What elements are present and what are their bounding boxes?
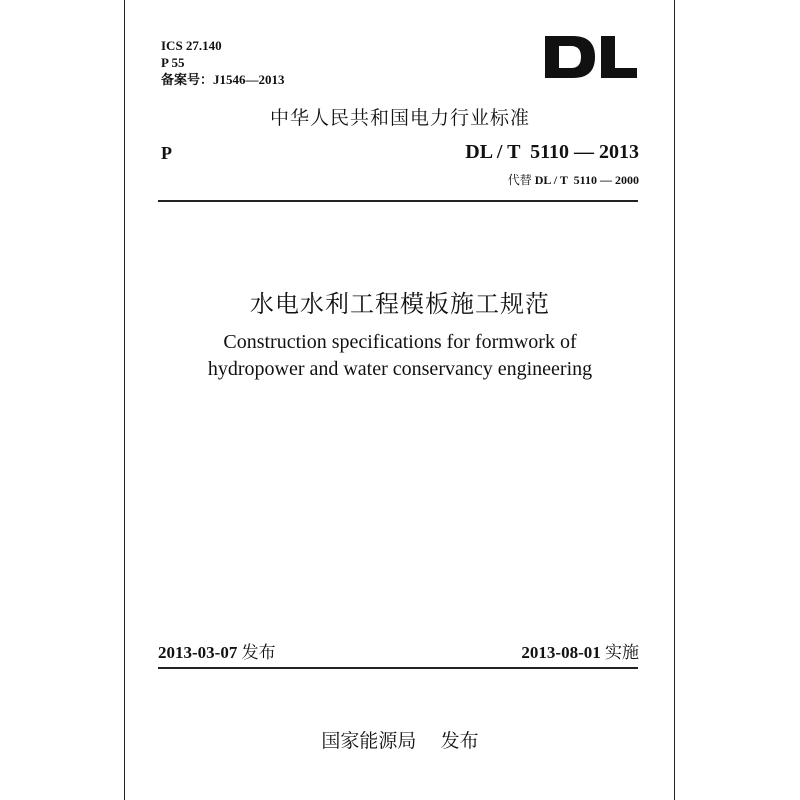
publisher-name: 国家能源局 — [321, 730, 417, 752]
effective-label: 实施 — [605, 643, 639, 663]
industry-standard-heading: 中华人民共和国电力行业标准 — [269, 107, 530, 129]
replaces-line — [508, 171, 639, 188]
standard-number: DL / T 5110 — 2013 — [465, 141, 639, 163]
bottom-divider — [158, 667, 638, 669]
title-english-line1: Construction specifications for formwork of — [223, 331, 577, 353]
title-chinese: 水电水利工程模板施工规范 — [250, 290, 550, 318]
category-code: P 55 — [161, 55, 185, 70]
issue-date-value: 2013-03-07 — [158, 643, 238, 662]
top-divider — [158, 200, 638, 202]
dl-logo-l — [601, 36, 637, 78]
publisher-line — [0, 726, 800, 753]
dl-logo-d — [545, 36, 595, 78]
issue-label: 发布 — [241, 643, 276, 663]
replaces-value: DL / T 5110 — 2000 — [531, 173, 639, 187]
classification-code: P — [161, 143, 172, 163]
effective-date — [521, 638, 639, 663]
replaces-label: 代替 — [507, 173, 532, 187]
issue-date — [158, 638, 276, 663]
publisher-action: 发布 — [440, 730, 479, 752]
dl-logo — [543, 34, 639, 80]
filing-number: 备案号：J1546—2013 — [161, 72, 285, 87]
effective-date-value: 2013-08-01 — [521, 643, 601, 662]
title-english-line2: hydropower and water conservancy engineering — [207, 358, 593, 380]
ics-code: ICS 27.140 — [161, 38, 222, 53]
